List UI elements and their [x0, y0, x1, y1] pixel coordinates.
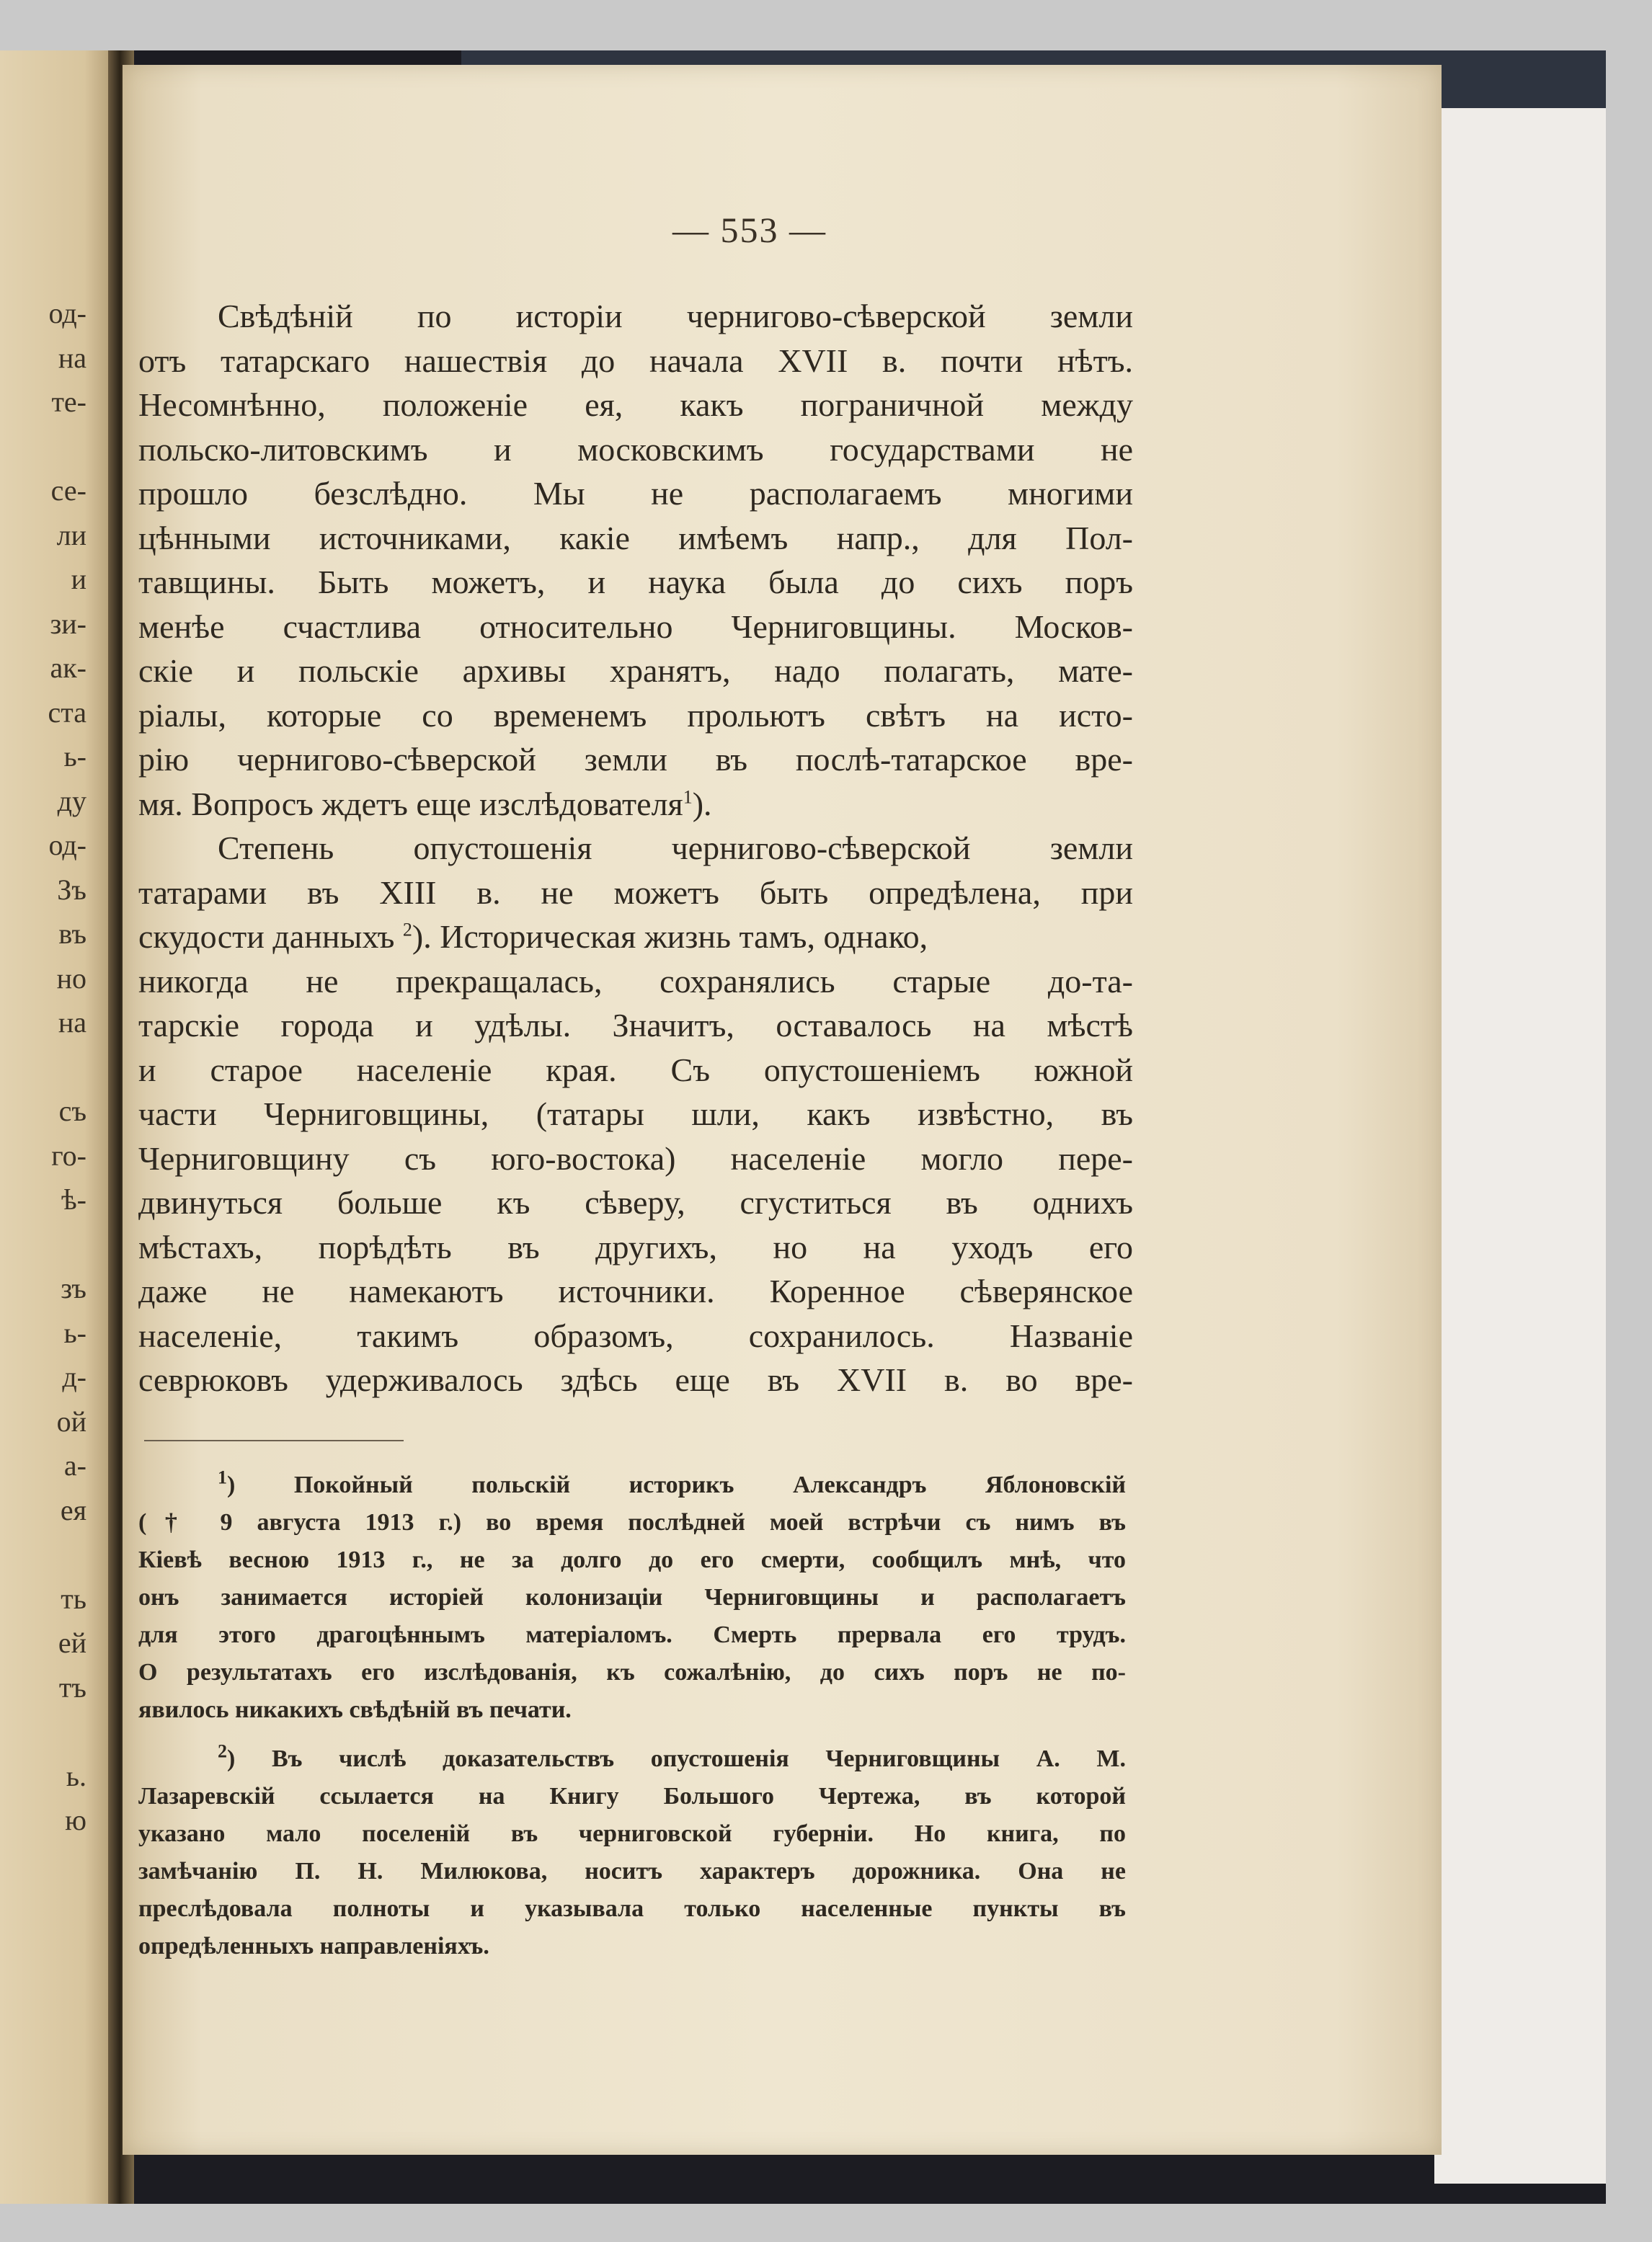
text-line: части Черниговщины, (татары шли, какъ извѣстно, въ [138, 1095, 1133, 1132]
text-line: тавщины. Быть можетъ, и наука была до сихъ поръ [138, 564, 1133, 600]
footnote-2-line: замѣчанію П. Н. Милюкова, носитъ характеръ дорожника. Она не [138, 1858, 1126, 1885]
text-line: и старое населеніе края. Съ опустошеніемъ южной [138, 1051, 1133, 1088]
left-page-fragment: ак- [50, 651, 86, 684]
footnote-1-line: онъ занимается исторіей колонизаціи Черниговщины и располагаетъ [138, 1584, 1126, 1611]
footnote-text: ) Въ числѣ доказательствъ опустошенія Черниговщины А. М. [227, 1745, 1126, 1772]
left-page-fragment: въ [58, 917, 86, 950]
text-line [138, 915, 1133, 959]
footnote-2-line: Лазаревскій ссылается на Книгу Большого Чертежа, въ которой [138, 1783, 1126, 1810]
footnote-2-mark: 2 [218, 1740, 227, 1762]
text-line-segment: ). Историческая жизнь тамъ, однако, [412, 918, 928, 955]
text-line [138, 782, 1133, 827]
left-page-fragment: ду [57, 784, 86, 817]
text-line: татарами въ XIII в. не можетъ быть опредѣлена, при [138, 873, 1133, 911]
footnote-divider [144, 1440, 404, 1441]
text-line-segment: скудости данныхъ [138, 918, 395, 955]
footnote-2-line: преслѣдовала полноты и указывала только населенные пункты въ [138, 1895, 1126, 1922]
footnote-1-line [138, 1467, 1126, 1504]
text-line: цѣнными источниками, какіе имѣемъ напр., для Пол- [138, 519, 1133, 556]
footnote-1-line: Кіевѣ весною 1913 г., не за долго до его смерти, сообщилъ мнѣ, что [138, 1547, 1126, 1573]
text-line: скіе и польскіе архивы хранятъ, надо полагать, мате- [138, 652, 1133, 689]
text-line: населеніе, такимъ образомъ, сохранилось. Названіе [138, 1317, 1133, 1354]
left-page-fragment: те- [51, 386, 86, 418]
text-line: отъ татарскаго нашествія до начала XVII в. почти нѣтъ. [138, 342, 1133, 379]
left-page-fragment: д- [62, 1361, 86, 1393]
left-page-fragment: го- [51, 1139, 86, 1172]
text-line: тарскіе города и удѣлы. Значитъ, оставалось на мѣстѣ [138, 1007, 1133, 1044]
left-page-fragment: ю [65, 1804, 86, 1836]
footnote-1-line: († 9 августа 1913 г.) во время послѣдней моей встрѣчи съ нимъ въ [138, 1509, 1126, 1536]
text-line: ріалы, которые со временемъ прольютъ свѣтъ на исто- [138, 696, 1133, 734]
footnote-1-mark: 1 [218, 1467, 227, 1488]
text-line: двинуться больше къ сѣверу, сгуститься въ однихъ [138, 1184, 1133, 1221]
footnote-text: ) Покойный польскій историкъ Александръ Яблоновскій [227, 1472, 1126, 1498]
left-page-fragment: и [71, 563, 86, 595]
text-line: мѣстахъ, порѣдѣть въ другихъ, но на уходъ его [138, 1228, 1133, 1265]
left-page-fragment: ь- [63, 740, 86, 773]
left-page-edge [0, 50, 121, 2204]
left-page-fragment: Зъ [57, 873, 86, 906]
left-page-fragment: на [58, 1006, 86, 1038]
left-page-fragment: зъ [61, 1272, 86, 1304]
text-line: рію черниговo-сѣверской земли въ послѣ-татарское вре- [138, 741, 1133, 778]
footnote-2-line [138, 1740, 1126, 1778]
left-page-fragment: ѣ- [61, 1183, 86, 1216]
left-page-fragment: ть [61, 1582, 86, 1615]
footnote-2-line: указано мало поселеній въ черниговской губерніи. Но книга, по [138, 1820, 1126, 1847]
footnote-1-line: явилось никакихъ свѣдѣній въ печати. [138, 1696, 572, 1723]
left-page-fragment: тъ [58, 1671, 86, 1704]
blank-right-page [1434, 108, 1606, 2184]
left-page-fragment: ь. [66, 1759, 86, 1792]
left-page-fragment: ей [58, 1627, 86, 1659]
text-line: никогда не прекращалась, сохранялись старые до-та- [138, 962, 1133, 1000]
page-number: — 553 — [672, 210, 827, 250]
left-page-fragment: од- [48, 829, 86, 861]
footnotes [138, 1467, 1126, 1965]
text-line-segment: ). [692, 785, 712, 822]
footnote-1-line: для этого драгоцѣннымъ матеріаломъ. Смерть прервала его трудъ. [138, 1622, 1126, 1648]
left-page-fragment: ь- [63, 1316, 86, 1349]
body-text [138, 294, 1133, 1402]
footnote-2-line: опредѣленныхъ направленіяхъ. [138, 1933, 489, 1959]
footnote-ref-2: 2 [402, 919, 412, 940]
text-line: прошло безслѣдно. Мы не располагаемъ многими [138, 475, 1133, 512]
text-line: польско-литовскимъ и московскимъ государствами не [138, 430, 1133, 468]
text-line: Несомнѣнно, положеніе ея, какъ пограничной между [138, 386, 1133, 423]
left-page-fragment: ли [56, 518, 86, 551]
left-page-fragment: ста [48, 695, 86, 729]
text-line: Свѣдѣній по исторіи черниговo-сѣверской земли [218, 298, 1133, 334]
text-line: Черниговщину съ юго-востока) населеніе могло пере- [138, 1139, 1133, 1177]
left-page-fragment: се- [50, 474, 86, 507]
text-line: даже не намекаютъ источники. Коренное сѣверянское [138, 1273, 1133, 1309]
text-line: Степень опустошенія черниговo-сѣверской земли [218, 829, 1133, 866]
left-page-fragment: ой [56, 1405, 86, 1438]
scanned-book-spread [0, 50, 1606, 2204]
text-line: севрюковъ удерживалось здѣсь еще въ XVII в. во вре- [138, 1361, 1133, 1398]
text-line-segment: мя. Вопросъ ждетъ еще изслѣдователя [138, 785, 683, 822]
footnote-1-line: О результатахъ его изслѣдованія, къ сожалѣнію, до сихъ поръ не по- [138, 1659, 1126, 1686]
footnote-ref-1: 1 [683, 786, 693, 808]
text-line: менѣе счастлива относительно Черниговщины. Москов- [138, 608, 1133, 645]
left-page-fragment: но [56, 961, 86, 995]
left-page-fragment: а- [63, 1449, 86, 1482]
left-page-fragment: од- [48, 297, 86, 329]
left-page-fragment: съ [58, 1095, 86, 1127]
left-page-fragment: зи- [50, 607, 86, 640]
left-page-fragment: ея [60, 1493, 86, 1526]
left-page-fragment: на [58, 341, 86, 374]
book-page [123, 65, 1442, 2155]
